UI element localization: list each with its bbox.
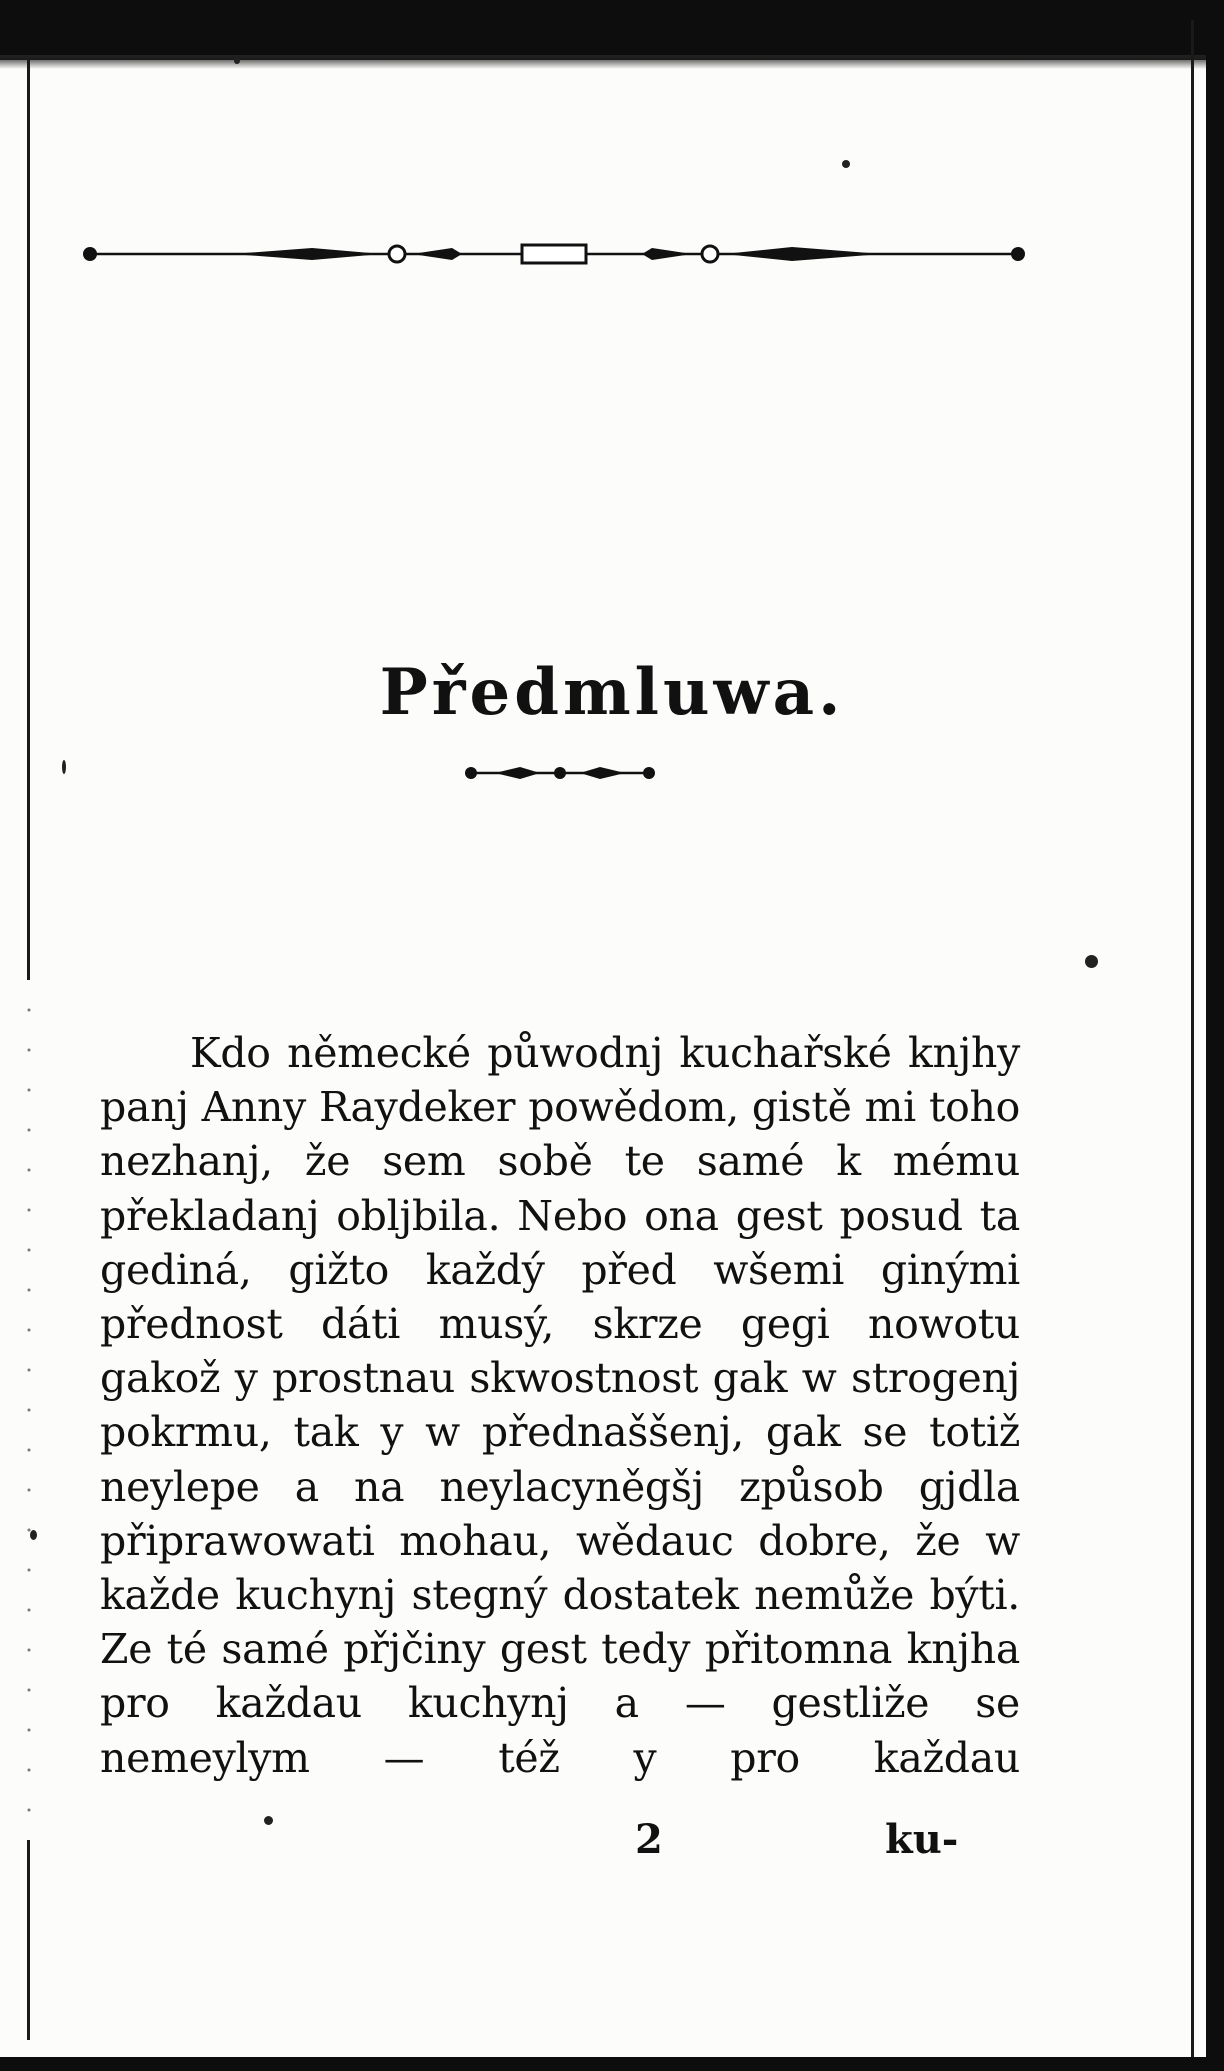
page-footer: [100, 1816, 980, 1870]
scan-edge-shadow: [0, 55, 1224, 69]
ink-speck: [62, 760, 66, 774]
ornament-rule-top: [82, 236, 1026, 272]
page-title: Předmluwa.: [379, 654, 845, 730]
ink-speck: [1085, 955, 1098, 968]
gutter-line: [27, 60, 30, 980]
gutter-stitch-marks: [24, 990, 34, 1820]
scan-edge-top: [0, 0, 1224, 60]
ink-speck: [30, 1530, 37, 1540]
ink-speck: [842, 160, 850, 168]
preface-paragraph: Kdo německé půwodnj kuchařské knjhy panj Anny Raydeker powědom, gistě mi toho nezhanj, že sem sobě te samé k mému překladanj obljbila. Nebo ona gest posud ta gediná, gižto každý před wšemi ginými přednost dáti musý, skrze gegi nowotu gakož y prostnau skwostnost gak w strogenj pokrmu, tak y w přednaššenj, gak se totiž neylepe a na neylacyněgšj způsob gjdla připrawowati mohau, wědauc dobre, že w každe kuchynj stegný dostatek nemůže býti. Ze té samé přjčiny gest tedy přitomna knjha pro každau kuchynj a — gestliže se nemeylym — též y pro každau: [100, 1029, 1020, 1782]
catchword: ku-: [885, 1816, 959, 1863]
gutter-line: [27, 1840, 30, 2040]
scan-edge-bottom: [0, 2057, 1224, 2071]
page-edge-line: [1191, 20, 1194, 2060]
ink-speck: [234, 58, 240, 64]
scan-edge-right: [1206, 0, 1224, 2071]
ornament-rule-small: [465, 758, 655, 788]
page-number: 2: [635, 1816, 663, 1863]
ink-speck: [264, 1816, 273, 1825]
